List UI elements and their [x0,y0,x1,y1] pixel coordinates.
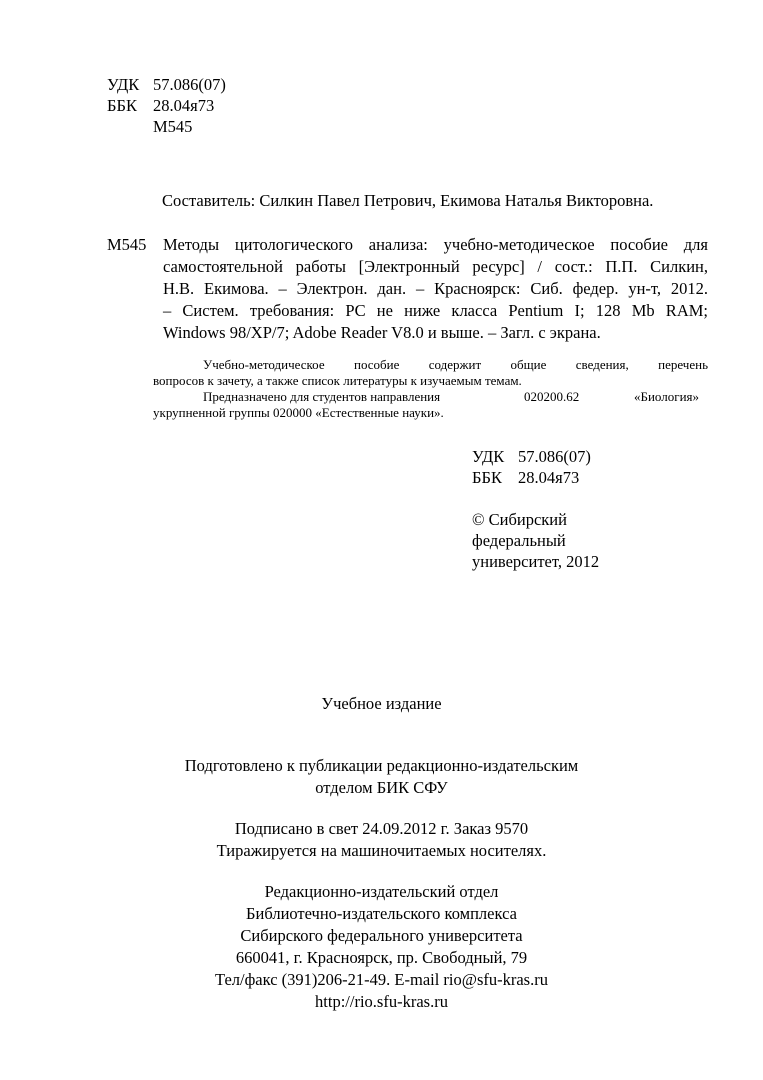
bibliographic-line-5: Windows 98/XP/7; Adobe Reader V8.0 и выше. – Загл. с экрана. [163,323,601,342]
copyright-block [472,509,599,572]
udk-label: УДК [107,75,140,94]
publisher-line-3: Сибирского федерального университета [240,926,523,945]
copyright-line-1: © Сибирский [472,510,567,529]
prepared-block [0,755,763,799]
publisher-link[interactable]: http://rio.sfu-kras.ru [315,992,448,1011]
right-bbk-row [472,467,591,488]
bbk-row [107,95,226,116]
edition-type [0,693,763,715]
annotation-line-4: укрупненной группы 020000 «Естественные науки». [153,405,444,420]
bbk-label: ББК [107,96,137,115]
right-udk-value: 57.086(07) [518,447,591,466]
top-classification-codes [107,74,226,137]
right-classification-codes [472,446,591,488]
bibliographic-line-2: самостоятельной работы [Электронный ресурс] / сост.: П.П. Силкин, [163,257,708,276]
prepared-line-1: Подготовлено к публикации редакционно-издательским [184,756,579,775]
publisher-line-5: Тел/факс (391)206-21-49. E-mail rio@sfu-kras.ru [215,970,548,989]
compiler-line: Составитель: Силкин Павел Петрович, Екимова Наталья Викторовна. [162,191,654,210]
bibliographic-line-1: Методы цитологического анализа: учебно-методическое пособие для [163,235,708,254]
edition-type-label: Учебное издание [321,694,442,713]
bibliographic-mark: М545 [107,235,147,254]
udk-row [107,74,226,95]
publisher-line-4: 660041, г. Красноярск, пр. Свободный, 79 [235,948,528,967]
publisher-line-1: Редакционно-издательский отдел [264,882,499,901]
right-bbk-value: 28.04я73 [518,468,580,487]
signed-block [0,818,763,862]
annotation-line-3-left: Предназначено для студентов направления [203,389,441,404]
right-udk-label: УДК [472,447,505,466]
publisher-line-2: Библиотечно-издательского комплекса [246,904,517,923]
prepared-line-2: отделом БИК СФУ [315,778,448,797]
right-udk-row [472,446,591,467]
signed-line-2: Тиражируется на машиночитаемых носителях. [216,841,547,860]
copyright-line-3: университет, 2012 [472,552,600,571]
author-mark: М545 [153,117,193,136]
publisher-block [0,881,763,1013]
copyright-line-2: федеральный [472,531,566,550]
signed-line-1: Подписано в свет 24.09.2012 г. Заказ 9570 [234,819,529,838]
bibliographic-line-4: – Систем. требования: PC не ниже класса Pentium I; 128 Mb RAM; [163,301,708,320]
bibliographic-line-3: Н.В. Екимова. – Электрон. дан. – Красноярск: Сиб. федер. ун-т, 2012. [163,279,708,298]
annotation-line-2: вопросов к зачету, а также список литературы к изучаемым темам. [153,373,522,388]
right-bbk-label: ББК [472,468,502,487]
annotation-line-3-code: 020200.62 [524,389,580,404]
annotation-line-3-name: «Биология» [634,389,700,404]
annotation-line-1: Учебно-методическое пособие содержит общие сведения, перечень [203,357,708,372]
udk-value: 57.086(07) [153,75,226,94]
author-mark-row [107,116,226,137]
bbk-value: 28.04я73 [153,96,215,115]
